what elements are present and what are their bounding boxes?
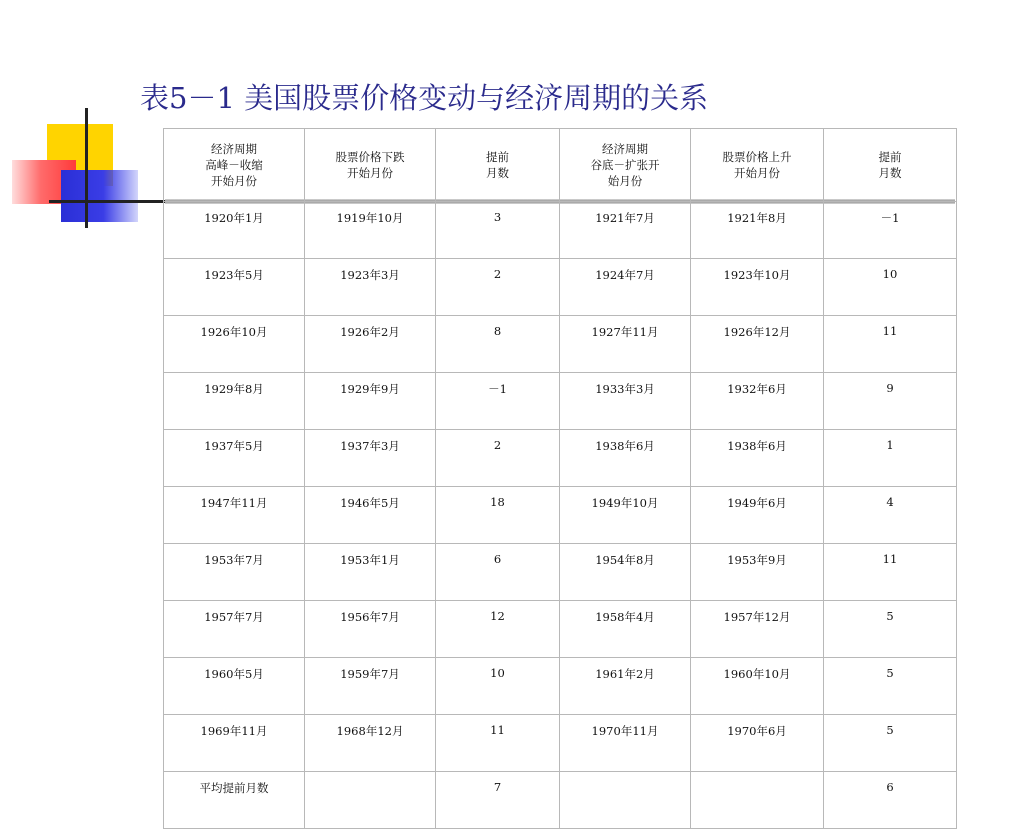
table-row: [164, 715, 957, 772]
table-cell: 1949年6月: [691, 487, 824, 544]
table-cell: 1923年5月: [164, 259, 305, 316]
table-cell: 1970年6月: [691, 715, 824, 772]
table-row: [164, 658, 957, 715]
table-row: [164, 487, 957, 544]
table-cell: 9: [824, 373, 957, 430]
table-cell: 5: [824, 658, 957, 715]
table-cell: 1959年7月: [305, 658, 436, 715]
table-cell: 2: [436, 430, 560, 487]
table-cell: 1933年3月: [560, 373, 691, 430]
table-cell: 1923年10月: [691, 259, 824, 316]
blue-square-decoration: [61, 170, 138, 222]
table-cell: 5: [824, 715, 957, 772]
vertical-line-decoration: [85, 108, 88, 228]
table-summary-row: [164, 772, 957, 829]
table-cell: [305, 772, 436, 829]
table-header-row: [164, 129, 957, 202]
table-cell: 11: [824, 544, 957, 601]
header-cell: 提前 月数: [824, 129, 957, 202]
table-cell: 1960年10月: [691, 658, 824, 715]
table-row: [164, 430, 957, 487]
table-cell: 5: [824, 601, 957, 658]
table-cell: [691, 772, 824, 829]
table-cell: 1970年11月: [560, 715, 691, 772]
table-cell: 1929年9月: [305, 373, 436, 430]
table-cell: 1921年8月: [691, 202, 824, 259]
table-cell: 1919年10月: [305, 202, 436, 259]
table-body: [164, 202, 957, 829]
table-cell: 1926年2月: [305, 316, 436, 373]
table-cell: 1969年11月: [164, 715, 305, 772]
table-cell: 1937年3月: [305, 430, 436, 487]
table-cell: 1926年10月: [164, 316, 305, 373]
table-cell: 1953年9月: [691, 544, 824, 601]
table-cell: －1: [436, 373, 560, 430]
table-row: [164, 202, 957, 259]
table-cell: 1938年6月: [560, 430, 691, 487]
header-cell: 经济周期 谷底－扩张开 始月份: [560, 129, 691, 202]
table-cell: 1947年11月: [164, 487, 305, 544]
table-cell: 1953年7月: [164, 544, 305, 601]
table-cell: 1929年8月: [164, 373, 305, 430]
table-cell: 1927年11月: [560, 316, 691, 373]
table-row: [164, 544, 957, 601]
table-row: [164, 316, 957, 373]
table-cell: 1957年12月: [691, 601, 824, 658]
table-cell: 12: [436, 601, 560, 658]
table-cell: 1956年7月: [305, 601, 436, 658]
table-cell: 1954年8月: [560, 544, 691, 601]
table-cell: 1946年5月: [305, 487, 436, 544]
table-cell: －1: [824, 202, 957, 259]
table-cell: 1957年7月: [164, 601, 305, 658]
horizontal-line-decoration: [49, 200, 165, 203]
table-cell: [560, 772, 691, 829]
header-cell: 提前 月数: [436, 129, 560, 202]
slide-title: 表5－1 美国股票价格变动与经济周期的关系: [140, 81, 709, 115]
table-cell: 1961年2月: [560, 658, 691, 715]
table-cell: 1921年7月: [560, 202, 691, 259]
header-cell: 经济周期 高峰－收缩 开始月份: [164, 129, 305, 202]
table-cell: 4: [824, 487, 957, 544]
table-cell: 1926年12月: [691, 316, 824, 373]
slide-decoration: [0, 0, 160, 240]
table-row: [164, 601, 957, 658]
table-cell: 1923年3月: [305, 259, 436, 316]
table-cell: 11: [824, 316, 957, 373]
table-cell: 10: [824, 259, 957, 316]
table-cell: 1953年1月: [305, 544, 436, 601]
table-cell: 18: [436, 487, 560, 544]
table-cell: 6: [824, 772, 957, 829]
table-row: [164, 373, 957, 430]
table-cell: 6: [436, 544, 560, 601]
header-cell: 股票价格下跌 开始月份: [305, 129, 436, 202]
table-cell: 1938年6月: [691, 430, 824, 487]
table-cell: 1968年12月: [305, 715, 436, 772]
table-cell: 1920年1月: [164, 202, 305, 259]
table-cell: 1924年7月: [560, 259, 691, 316]
data-table: [163, 128, 957, 829]
table-cell: 3: [436, 202, 560, 259]
table-cell: 8: [436, 316, 560, 373]
table-cell: 10: [436, 658, 560, 715]
table-cell: 1960年5月: [164, 658, 305, 715]
table-cell: 1937年5月: [164, 430, 305, 487]
table-row: [164, 259, 957, 316]
table-cell: 平均提前月数: [164, 772, 305, 829]
table-cell: 11: [436, 715, 560, 772]
table-cell: 7: [436, 772, 560, 829]
table-cell: 1949年10月: [560, 487, 691, 544]
table-cell: 1: [824, 430, 957, 487]
table-cell: 1958年4月: [560, 601, 691, 658]
header-cell: 股票价格上升 开始月份: [691, 129, 824, 202]
table-cell: 2: [436, 259, 560, 316]
table-cell: 1932年6月: [691, 373, 824, 430]
